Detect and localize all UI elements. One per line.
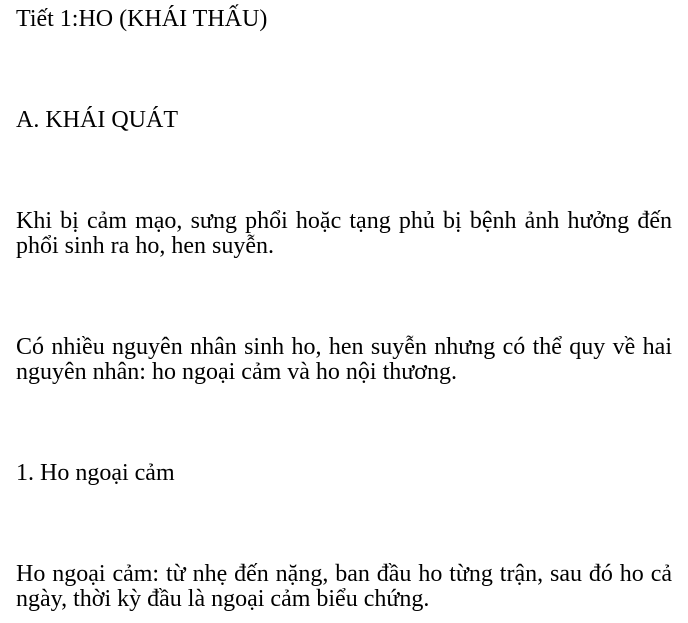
- doc-title-text: Tiết 1:HO (KHÁI THẤU): [16, 6, 268, 32]
- section-heading-khai-quat: [16, 108, 672, 133]
- text-line: Ho ngoại cảm: từ nhẹ đến nặng, ban đầu ho từng trận, sau đó ho cả: [16, 561, 672, 587]
- text-line: ngày, thời kỳ đầu là ngoại cảm biểu chứng.: [16, 586, 430, 612]
- doc-title: [16, 7, 672, 32]
- numbered-heading-text: 1. Ho ngoại cảm: [16, 460, 175, 486]
- paragraph-ho-ngoai-cam: [16, 562, 672, 612]
- paragraph-causes-intro: [16, 209, 672, 259]
- text-line: phổi sinh ra ho, hen suyễn.: [16, 233, 274, 259]
- text-line: nguyên nhân: ho ngoại cảm và ho nội thương.: [16, 359, 457, 385]
- section-heading-text: A. KHÁI QUÁT: [16, 107, 178, 133]
- numbered-heading-ho-ngoai-cam: [16, 461, 672, 486]
- paragraph-two-causes: [16, 335, 672, 385]
- text-line: Khi bị cảm mạo, sưng phổi hoặc tạng phủ bị bệnh ảnh hưởng đến: [16, 208, 672, 234]
- text-line: Có nhiều nguyên nhân sinh ho, hen suyễn nhưng có thể quy về hai: [16, 334, 672, 360]
